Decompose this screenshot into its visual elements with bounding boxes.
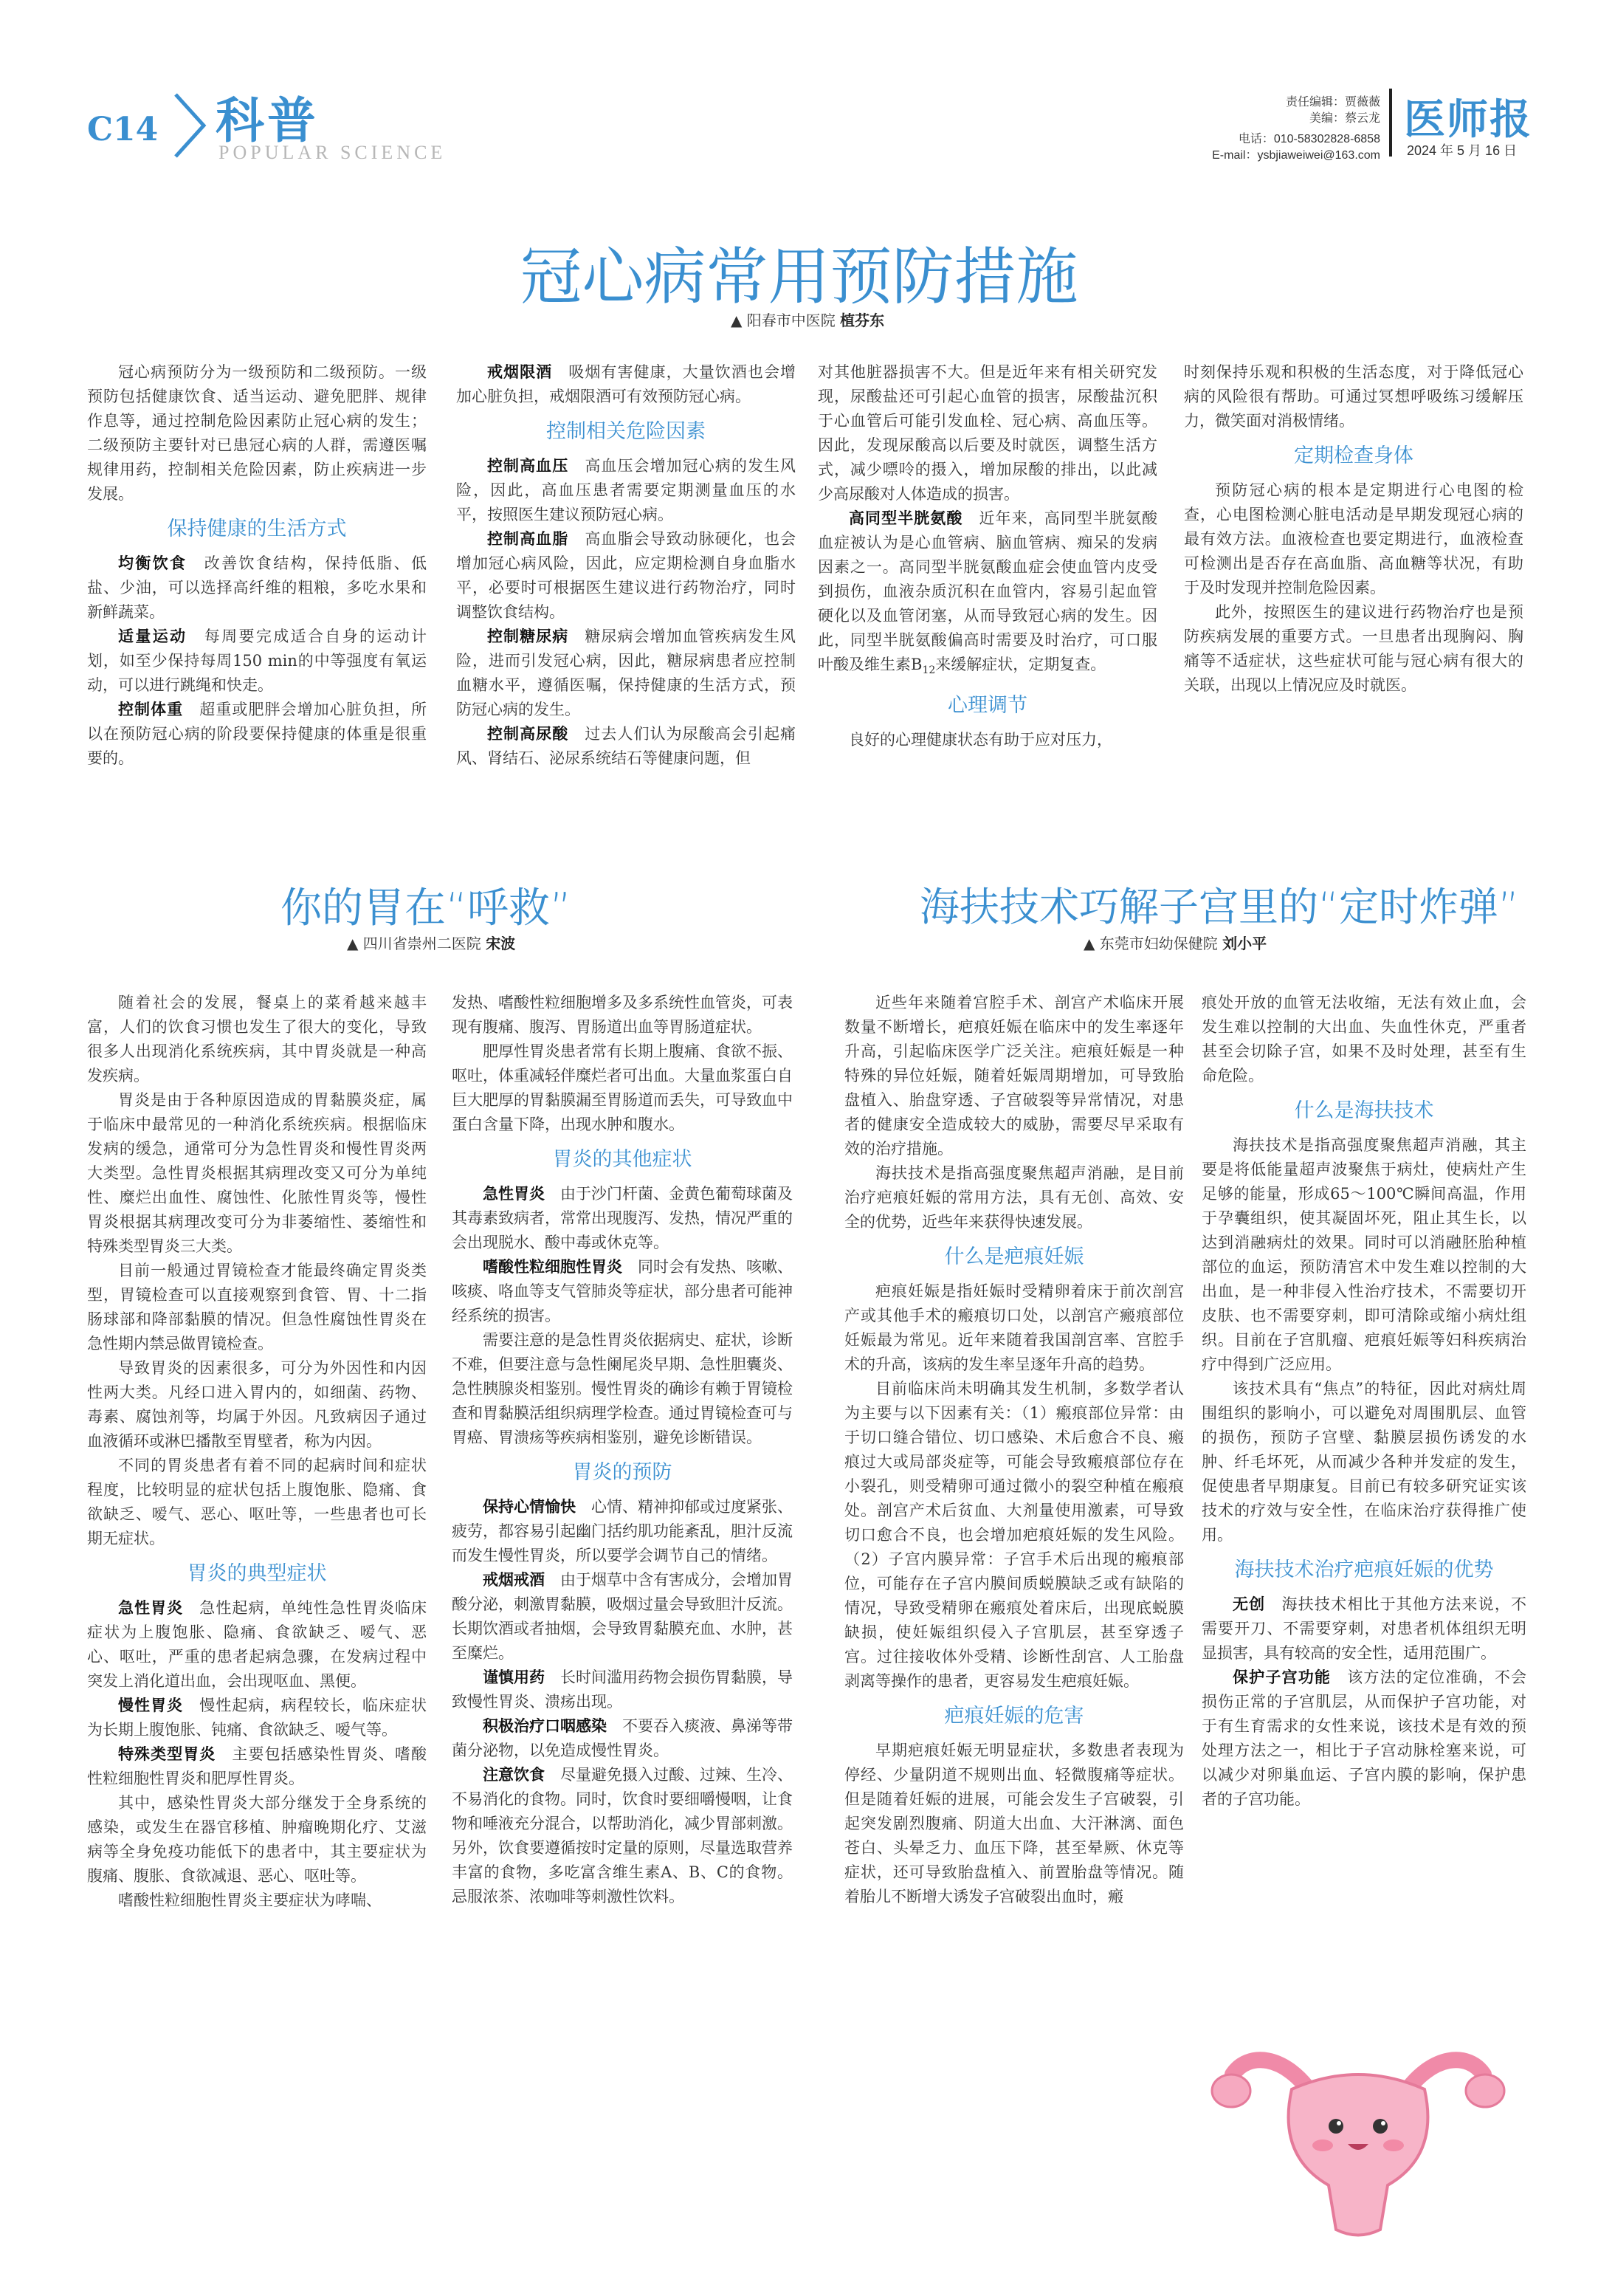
lead-term: 控制体重 [118, 701, 184, 718]
paragraph: 对其他脏器损害不大。但是近年来有相关研究发现，尿酸盐还可引起心血管的损害，尿酸盐沉积于心血管后可能引发血栓、冠心病、高血压等。因此，发现尿酸高以后要及时就医，调整生活方式，减少嘌呤的摄入，增加尿酸的排出，以此减少高尿酸对人体造成的损害。 [818, 363, 1157, 503]
paragraph: 胃炎是由于各种原因造成的胃黏膜炎症，属于临床中最常见的一种消化系统疾病。根据临床发病的缓急，通常可分为急性胃炎和慢性胃炎两大类型。急性胃炎根据其病理改变又可分为单纯性、糜烂出血性、腐蚀性、化脓性胃炎等，慢性胃炎根据其病理改变可分为非萎缩性、萎缩性和特殊类型胃炎三大类。 [87, 1091, 427, 1255]
section-title: 科普 [216, 92, 319, 149]
paragraph: 慢性胃炎 慢性起病，病程较长，临床症状为长期上腹饱胀、钝痛、食欲缺乏、嗳气等。 [87, 1697, 427, 1739]
paragraph: 保持心情愉快 心情、精神抑郁或过度紧张、疲劳，都容易引起幽门括约肌功能紊乱，胆汁反流而发生慢性胃炎，所以要学会调节自己的情绪。 [452, 1498, 793, 1564]
byline-org: ▲ 四川省崇州二医院 [347, 935, 481, 952]
paragraph: 时刻保持乐观和积极的生活态度，对于降低冠心病的风险很有帮助。可通过冥想呼吸练习缓解压力，微笑面对消极情绪。 [1184, 363, 1523, 430]
paragraph: 保护子宫功能 该方法的定位准确，不会损伤正常的子宫肌层，从而保护子宫功能，对于有生育需求的女性来说，该技术是有效的预处理方法之一，相比于子宫动脉栓塞来说，可以减少对卵巢血运、子宫内膜的影响，保护患者的子宫功能。 [1202, 1668, 1527, 1808]
paragraph: 发热、嗜酸性粒细胞增多及多系统性血管炎，可表现有腹痛、腹泻、胃肠道出血等胃肠道症状。 [452, 994, 793, 1036]
paragraph: 该技术具有“焦点”的特征，因此对病灶周围组织的影响小，可以避免对周围肌层、血管的损伤，预防子宫壁、黏膜层损伤诱发的水肿、纤毛坏死，从而减少各种并发症的发生，促使患者早期康复。目前已有较多研究证实该技术的疗效与安全性，在临床治疗获得推广使用。 [1202, 1380, 1526, 1544]
editor-name: 责任编辑：贾薇薇 [1285, 96, 1380, 109]
divider [1389, 89, 1392, 157]
subheading: 控制相关危险因素 [546, 420, 706, 443]
lead-term: 控制高血压 [487, 457, 569, 475]
article-title: 冠心病常用预防措施 [520, 241, 1078, 313]
paragraph: 疤痕妊娠是指妊娠时受精卵着床于前次剖宫产或其他手术的瘢痕切口处，以剖宫产瘢痕部位妊娠最为常见。近年来随着我国剖宫率、宫腔手术的升高，该病的发生率呈逐年升高的趋势。 [844, 1282, 1184, 1373]
email: E-mail：ysbjiaweiwei@163.com [1212, 149, 1380, 162]
byline [731, 309, 884, 330]
subheading: 胃炎的典型症状 [187, 1562, 327, 1585]
paragraph: 早期疤痕妊娠无明显症状，多数患者表现为停经、少量阴道不规则出血、轻微腹痛等症状。但是随着妊娠的进展，可能会发生子宫破裂，引起突发剧烈腹痛、阴道大出血、大汗淋漓、面色苍白、头晕乏力、血压下降，甚至晕厥、休克等症状，还可导致胎盘植入、前置胎盘等情况。随着胎儿不断增大诱发子宫破裂出血时，瘢 [844, 1742, 1184, 1905]
paragraph: 海扶技术是指高强度聚焦超声消融，其主要是将低能量超声波聚焦于病灶，使病灶产生足够的能量，形成65～100℃瞬间高温，作用于孕囊组织，使其凝固坏死，阻止其生长，以达到消融病灶的效果。同时可以消融胚胎种植部位的血运，预防清宫术中发生难以控制的大出血，是一种非侵入性治疗技术，不需要切开皮肤、也不需要穿刺，即可清除或缩小病灶组织。目前在子宫肌瘤、疤痕妊娠等妇科疾病治疗中得到广泛应用。 [1202, 1136, 1526, 1373]
paragraph: 近些年来随着宫腔手术、剖宫产术临床开展数量不断增长，疤痕妊娠在临床中的发生率逐年升高，引起临床医学广泛关注。疤痕妊娠是一种特殊的异位妊娠，随着妊娠周期增加，可导致胎盘植入、胎盘穿透、子宫破裂等异常情况，对患者的健康安全造成较大的威胁，需要尽早采取有效的治疗措施。 [844, 994, 1184, 1158]
author: 宋波 [486, 935, 516, 952]
paragraph: 戒烟限酒 吸烟有害健康，大量饮酒也会增加心脏负担，戒烟限酒可有效预防冠心病。 [456, 363, 796, 405]
paragraph: 随着社会的发展，餐桌上的菜肴越来越丰富，人们的饮食习惯也发生了很大的变化，导致很多人出现消化系统疾病，其中胃炎就是一种高发疾病。 [87, 994, 427, 1085]
paragraph: 痕处开放的血管无法收缩，无法有效止血，会发生难以控制的大出血、失血性休克，严重者甚至会切除子宫，如果不及时处理，甚至有生命危险。 [1202, 994, 1526, 1085]
paragraph: 海扶技术是指高强度聚焦超声消融，是目前治疗疤痕妊娠的常用方法，具有无创、高效、安全的优势，近些年来获得快速发展。 [844, 1164, 1184, 1231]
lead-term: 特殊类型胃炎 [118, 1745, 216, 1763]
issue-date: 2024 年 5 月 16 日 [1407, 143, 1518, 158]
article-column [87, 991, 427, 1913]
page-number: C14 [87, 111, 159, 148]
subheading: 胃炎的预防 [572, 1461, 672, 1484]
phone: 电话：010-58302828-6858 [1238, 133, 1380, 145]
paragraph: 冠心病预防分为一级预防和二级预防。一级预防包括健康饮食、适当运动、避免肥胖、规律作息等，通过控制危险因素防止冠心病的发生；二级预防主要针对已患冠心病的人群，需遵医嘱规律用药，控制相关危险因素，防止疾病进一步发展。 [87, 363, 427, 503]
article-column [1202, 991, 1526, 1812]
byline [347, 932, 515, 953]
article-title: 海扶技术巧解子宫里的“定时炸弹” [920, 884, 1519, 930]
article-title: 你的胃在“呼救” [280, 884, 572, 932]
editor-info [1151, 94, 1380, 164]
article-column [452, 991, 793, 1909]
lead-term: 无创 [1233, 1595, 1266, 1613]
lead-term: 适量运动 [118, 628, 187, 645]
author: 刘小平 [1222, 935, 1267, 952]
paragraph: 无创 海扶技术相比于其他方法来说，不需要开刀、不需要穿刺，对患者机体组织无明显损害，具有较高的安全性，适用范围广。 [1202, 1595, 1527, 1662]
article-column [1184, 360, 1523, 698]
paragraph: 控制糖尿病 糖尿病会增加血管疾病发生风险，进而引发冠心病，因此，糖尿病患者应控制血糖水平，遵循医嘱，保持健康的生活方式，预防冠心病的发生。 [456, 628, 796, 718]
paragraph: 需要注意的是急性胃炎依据病史、症状，诊断不难，但要注意与急性阑尾炎早期、急性胆囊炎、急性胰腺炎相鉴别。慢性胃炎的确诊有赖于胃镜检查和胃黏膜活组织病理学检查。通过胃镜检查可与胃癌、胃溃疡等疾病相鉴别，避免诊断错误。 [452, 1331, 793, 1446]
paragraph: 导致胃炎的因素很多，可分为外因性和内因性两大类。凡经口进入胃内的，如细菌、药物、毒素、腐蚀剂等，均属于外因。凡致病因子通过血液循环或淋巴播散至胃壁者，称为内因。 [87, 1359, 427, 1450]
article-column [818, 360, 1157, 752]
paragraph: 控制体重 超重或肥胖会增加心脏负担，所以在预防冠心病的阶段要保持健康的体重是很重要的。 [87, 701, 427, 767]
article-column [456, 360, 796, 771]
byline-org: ▲ 东莞市妇幼保健院 [1084, 935, 1218, 952]
subheading: 什么是疤痕妊娠 [944, 1245, 1084, 1268]
chevron-right-icon [171, 89, 216, 162]
paragraph: 控制高尿酸 过去人们认为尿酸高会引起痛风、肾结石、泌尿系统结石等健康问题，但 [456, 725, 796, 767]
paragraph: 谨慎用药 长时间滥用药物会损伤胃黏膜，导致慢性胃炎、溃疡出现。 [452, 1668, 793, 1711]
paragraph: 嗜酸性粒细胞性胃炎 同时会有发热、咳嗽、咳痰、咯血等支气管肺炎等症状，部分患者可能神经系统的损害。 [452, 1258, 793, 1324]
paragraph: 高同型半胱氨酸 近年来，高同型半胱氨酸血症被认为是心血管病、脑血管病、痴呆的发病因素之一。高同型半胱氨酸血症会使血管内皮受到损伤，血液杂质沉积在血管内，容易引起血管硬化以及血管闭塞，从而导致冠心病的发生。因此，同型半胱氨酸偏高时需要及时治疗，可口服叶酸及维生素$B_{12}$来缓解症状，定期复查。 [818, 509, 1158, 677]
lead-term: 均衡饮食 [118, 554, 187, 572]
lead-term: 高同型半胱氨酸 [849, 509, 963, 527]
paragraph: 急性胃炎 急性起病，单纯性急性胃炎临床症状为上腹饱胀、隐痛、食欲缺乏、嗳气、恶心、呕吐，严重的患者起病急骤，在发病过程中突发上消化道出血，会出现呕血、黑便。 [87, 1599, 427, 1690]
uterus-illustration [1203, 2008, 1513, 2252]
lead-term: 急性胃炎 [118, 1599, 184, 1617]
byline [1084, 932, 1267, 953]
paragraph: 戒烟戒酒 由于烟草中含有害成分，会增加胃酸分泌，刺激胃黏膜，吸烟过量会导致胆汁反流。长期饮酒或者抽烟，会导致胃黏膜充血、水肿，甚至糜烂。 [452, 1571, 793, 1662]
lead-term: 积极治疗口咽感染 [483, 1717, 607, 1735]
lead-term: 控制高血脂 [487, 530, 569, 548]
paragraph: 控制高血脂 高血脂会导致动脉硬化，也会增加冠心病风险，因此，应定期检测自身血脂水平，必要时可根据医生建议进行药物治疗，同时调整饮食结构。 [456, 530, 796, 621]
paragraph: 良好的心理健康状态有助于应对压力， [849, 731, 1112, 749]
paragraph: 目前临床尚未明确其发生机制，多数学者认为主要与以下因素有关：（1）瘢痕部位异常：由于切口缝合错位、切口感染、术后愈合不良、瘢痕过大或局部炎症等，可能会导致瘢痕部位存在小裂孔，则受精卵可通过微小的裂空种植在瘢痕处。剖宫产术后贫血、大剂量使用激素，可导致切口愈合不良，也会增加疤痕妊娠的发生风险。（2）子宫内膜异常：子宫手术后出现的瘢痕部位，可能存在子宫内膜间质蜕膜缺乏或有缺陷的情况，导致受精卵在瘢痕处着床后，出现底蜕膜缺损，使妊娠组织侵入子宫肌层，甚至穿透子宫。过往接收体外受精、诊断性刮宫、人工胎盘剥离等操作的患者，更容易发生疤痕妊娠。 [844, 1380, 1184, 1690]
subheading: 心理调节 [948, 694, 1027, 718]
subheading: 什么是海扶技术 [1294, 1099, 1434, 1122]
lead-term: 急性胃炎 [483, 1185, 545, 1203]
article-column [844, 991, 1184, 1909]
paragraph: 嗜酸性粒细胞性胃炎主要症状为哮喘、 [118, 1891, 382, 1909]
paragraph: 此外，按照医生的建议进行药物治疗也是预防疾病发展的重要方式。一旦患者出现胸闷、胸痛等不适症状，这些症状可能与冠心病有很大的关联，出现以上情况应及时就医。 [1184, 603, 1523, 694]
paragraph: 目前一般通过胃镜检查才能最终确定胃炎类型，胃镜检查可以直接观察到食管、胃、十二指肠球部和降部黏膜的情况。但急性腐蚀性胃炎在急性期内禁忌做胃镜检查。 [87, 1262, 427, 1352]
lead-term: 保持心情愉快 [483, 1498, 576, 1516]
lead-term: 慢性胃炎 [118, 1697, 184, 1714]
newspaper-logo: 医师报 [1404, 96, 1532, 144]
paragraph: 肥厚性胃炎患者常有长期上腹痛、食欲不振、呕吐，体重减轻伴糜烂者可出血。大量血浆蛋白自巨大肥厚的胃黏膜漏至胃肠道而丢失，可导致血中蛋白含量下降，出现水肿和腹水。 [452, 1042, 793, 1133]
lead-term: 谨慎用药 [483, 1668, 545, 1686]
subheading: 保持健康的生活方式 [167, 518, 347, 540]
paragraph: 均衡饮食 改善饮食结构，保持低脂、低盐、少油，可以选择高纤维的粗粮，多吃水果和新鲜蔬菜。 [87, 554, 427, 621]
paragraph: 预防冠心病的根本是定期进行心电图的检查，心电图检测心脏电活动是早期发现冠心病的最有效方法。血液检查也要定期进行，血液检查可检测出是否存在高血脂、高血糖等状况，有助于及时发现并控制危险因素。 [1184, 481, 1523, 597]
lead-term: 注意饮食 [483, 1766, 545, 1784]
subheading: 定期检查身体 [1294, 444, 1413, 467]
subheading: 疤痕妊娠的危害 [944, 1705, 1084, 1728]
paragraph: 适量运动 每周要完成适合自身的运动计划，如至少保持每周150 min的中等强度有氧运动，可以进行跳绳和快走。 [87, 628, 427, 694]
section-subtitle: POPULAR SCIENCE [218, 142, 447, 163]
lead-term: 戒烟限酒 [487, 363, 553, 381]
paragraph: 注意饮食 尽量避免摄入过酸、过辣、生冷、不易消化的食物。同时，饮食时要细嚼慢咽，让食物和唾液充分混合，以帮助消化，减少胃部刺激。另外，饮食要遵循按时定量的原则，尽量选取营养丰富的食物，多吃富含维生素A、B、C的食物。忌服浓茶、浓咖啡等刺激性饮料。 [452, 1766, 793, 1905]
lead-term: 戒烟戒酒 [483, 1571, 545, 1589]
paragraph: 特殊类型胃炎 主要包括感染性胃炎、嗜酸性粒细胞性胃炎和肥厚性胃炎。 [87, 1745, 427, 1787]
lead-term: 控制高尿酸 [487, 725, 569, 743]
lead-term: 控制糖尿病 [487, 628, 569, 645]
art-editor: 美编：蔡云龙 [1309, 112, 1380, 125]
paragraph: 急性胃炎 由于沙门杆菌、金黄色葡萄球菌及其毒素致病者，常常出现腹泻、发热，情况严重的会出现脱水、酸中毒或休克等。 [452, 1185, 793, 1251]
byline-org: ▲ 阳春市中医院 [731, 312, 836, 329]
paragraph: 积极治疗口咽感染 不要吞入痰液、鼻涕等带菌分泌物，以免造成慢性胃炎。 [452, 1717, 793, 1759]
author: 植芬东 [840, 312, 885, 329]
lead-term: 嗜酸性粒细胞性胃炎 [483, 1258, 622, 1276]
lead-term: 保护子宫功能 [1233, 1668, 1332, 1686]
paragraph: 其中，感染性胃炎大部分继发于全身系统的感染，或发生在器官移植、肿瘤晚期化疗、艾滋病等全身免疫功能低下的患者中，其主要症状为腹痛、腹胀、食欲减退、恶心、呕吐等。 [87, 1794, 427, 1885]
article-column [87, 360, 427, 771]
paragraph: 不同的胃炎患者有着不同的起病时间和症状程度，比较明显的症状包括上腹饱胀、隐痛、食欲缺乏、嗳气、恶心、呕吐等，一些患者也可长期无症状。 [87, 1457, 427, 1547]
subheading: 胃炎的其他症状 [552, 1148, 692, 1171]
subheading: 海扶技术治疗疤痕妊娠的优势 [1234, 1558, 1494, 1581]
paragraph: 控制高血压 高血压会增加冠心病的发生风险，因此，高血压患者需要定期测量血压的水平，按照医生建议预防冠心病。 [456, 457, 796, 523]
